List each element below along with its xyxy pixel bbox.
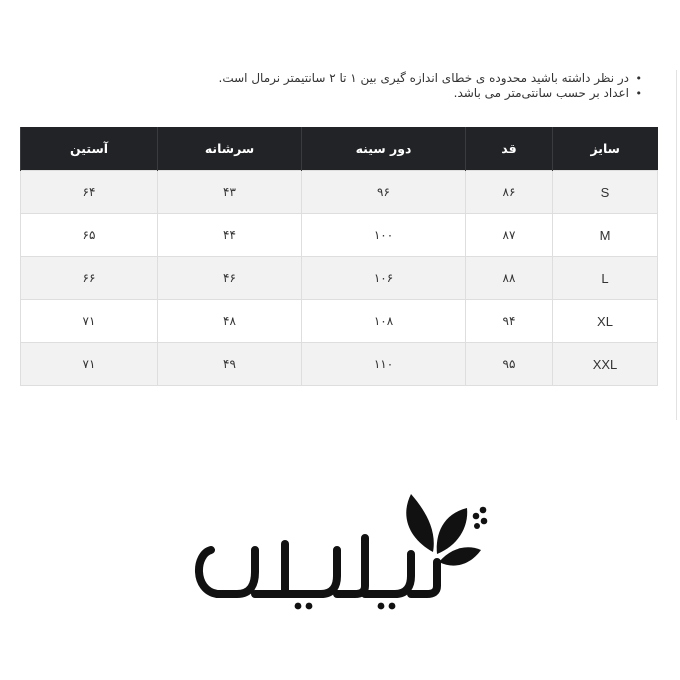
cell-height: ۹۵ xyxy=(466,343,553,386)
cell-shoulder: ۴۹ xyxy=(158,343,302,386)
cell-chest: ۱۰۰ xyxy=(302,214,466,257)
cell-sleeve: ۷۱ xyxy=(21,300,158,343)
header-chest: دور سینه xyxy=(302,127,466,171)
brand-logo xyxy=(85,388,495,613)
cell-chest: ۱۰۶ xyxy=(302,257,466,300)
cell-size: M xyxy=(553,214,658,257)
leaf-flower-icon xyxy=(406,494,487,566)
cell-shoulder: ۴۶ xyxy=(158,257,302,300)
cell-chest: ۹۶ xyxy=(302,171,466,214)
cell-height: ۸۷ xyxy=(466,214,553,257)
cell-sleeve: ۶۴ xyxy=(21,171,158,214)
cell-size: XXL xyxy=(553,343,658,386)
logo-text: لیلیان xyxy=(85,388,88,389)
header-sleeve: آستین xyxy=(21,127,158,171)
cell-shoulder: ۴۸ xyxy=(158,300,302,343)
table-header-row xyxy=(21,127,658,171)
header-size: سایز xyxy=(553,127,658,171)
note-units: • اعداد بر حسب سانتی‌متر می باشد. xyxy=(42,86,642,101)
header-height: قد xyxy=(466,127,553,171)
notes-list xyxy=(42,71,642,101)
cell-height: ۹۴ xyxy=(466,300,553,343)
divider-line xyxy=(676,70,677,420)
logo-dots xyxy=(295,603,396,610)
table-row xyxy=(21,257,658,300)
table-row xyxy=(21,171,658,214)
cell-size: L xyxy=(553,257,658,300)
note-measurement-error: • در نظر داشته باشید محدوده ی خطای اندازه گیری بین ۱ تا ۲ سانتیمتر نرمال است. xyxy=(42,71,642,86)
cell-height: ۸۸ xyxy=(466,257,553,300)
cell-chest: ۱۱۰ xyxy=(302,343,466,386)
table-row xyxy=(21,214,658,257)
cell-sleeve: ۶۵ xyxy=(21,214,158,257)
cell-chest: ۱۰۸ xyxy=(302,300,466,343)
size-table xyxy=(20,127,658,386)
header-shoulder: سرشانه xyxy=(158,127,302,171)
cell-shoulder: ۴۳ xyxy=(158,171,302,214)
cell-size: S xyxy=(553,171,658,214)
cell-sleeve: ۷۱ xyxy=(21,343,158,386)
logo-wordmark xyxy=(199,538,437,594)
cell-sleeve: ۶۶ xyxy=(21,257,158,300)
cell-shoulder: ۴۴ xyxy=(158,214,302,257)
table-row xyxy=(21,343,658,386)
cell-size: XL xyxy=(553,300,658,343)
table-row xyxy=(21,300,658,343)
cell-height: ۸۶ xyxy=(466,171,553,214)
